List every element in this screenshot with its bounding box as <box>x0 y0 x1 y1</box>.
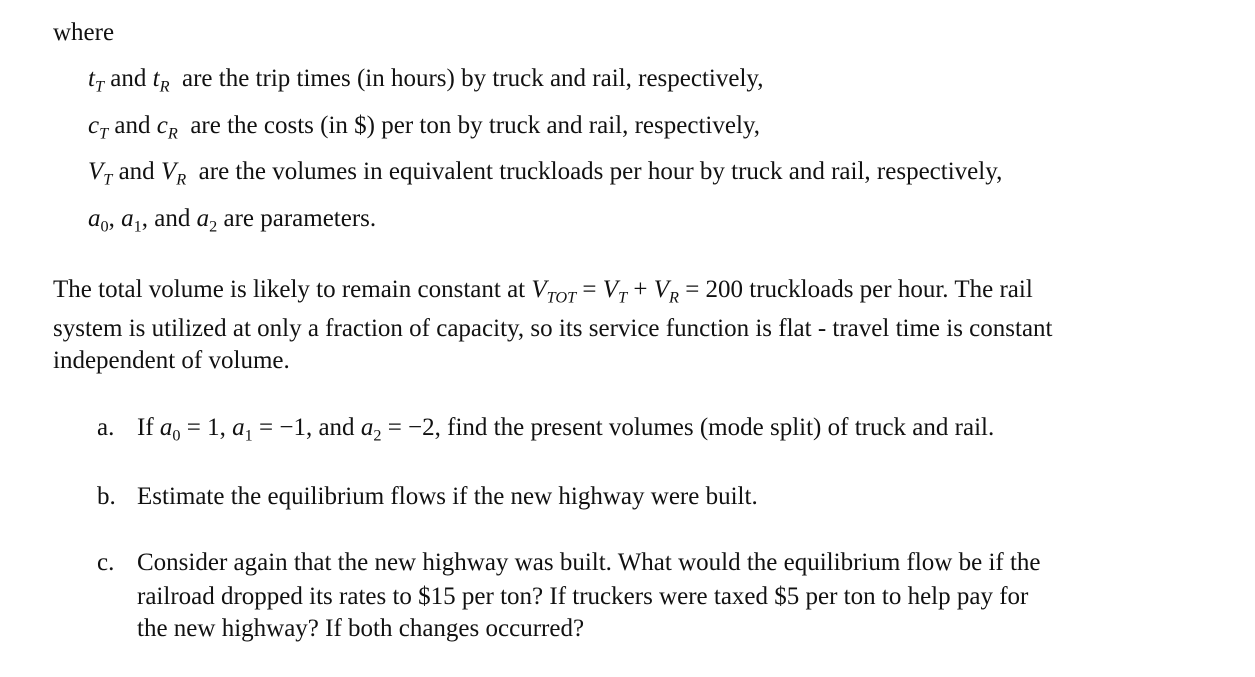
symbol-a1: $a_1$ <box>121 205 142 236</box>
definition-text: are the costs (in $) per ton by truck and rail, respectively, <box>190 112 761 139</box>
symbol-a1: $a_1$ <box>232 414 253 445</box>
definition-trip-times: $t_T$ and $t_R$ are the trip times (in hours) by truck and rail, respectively, <box>88 65 764 96</box>
definition-volumes: $V_T$ and $V_R$ are the volumes in equivalent truckloads per hour by truck and rail, respectively, <box>88 158 1003 189</box>
paragraph-line-3: independent of volume. <box>53 347 290 374</box>
symbol-t-rail: $t_R$ <box>152 65 170 96</box>
question-b <box>97 482 758 512</box>
definition-text: are the trip times (in hours) by truck and rail, respectively, <box>182 65 764 92</box>
paragraph-line-1: The total volume is likely to remain constant at $V_{TOT} = V_T + V_R = 200$ truckloads per hour. The rail <box>53 276 1033 307</box>
question-c-line-2: railroad dropped its rates to $15 per ton? If truckers were taxed $5 per ton to help pay for <box>137 583 1029 610</box>
definition-text: are parameters. <box>223 205 377 232</box>
question-c <box>97 548 1041 578</box>
symbol-c-truck: $c_T$ <box>88 112 109 143</box>
question-marker: a. <box>97 414 115 441</box>
symbol-a0: $a_0$ <box>159 414 181 445</box>
symbol-a0: $a_0$ <box>88 205 109 236</box>
symbol-v-t: $V_T$ <box>602 276 628 307</box>
symbol-a2: $a_2$ <box>360 414 382 445</box>
symbol-v-truck: $V_T$ <box>88 158 113 189</box>
question-c-line-3: the new highway? If both changes occurred? <box>137 615 585 642</box>
paragraph-line-2: system is utilized at only a fraction of capacity, so its service function is flat - travel time is constant <box>53 315 1053 342</box>
symbol-v-rail: $V_R$ <box>160 158 187 189</box>
question-marker: b. <box>97 483 116 510</box>
question-a: a. If $a_0 = 1$, $a_1 = -1$, and $a_2 = -2$, find the present volumes (mode split) of truck and rail. <box>97 414 995 445</box>
symbol-v-r: $V_R$ <box>653 276 679 307</box>
symbol-v-tot: $V_{TOT}$ <box>531 276 577 307</box>
question-marker: c. <box>97 549 115 576</box>
question-text: Estimate the equilibrium flows if the new highway were built. <box>137 483 758 510</box>
definition-parameters: $a_0$, $a_1$, and $a_2$ are parameters. <box>88 205 377 236</box>
symbol-c-rail: $c_R$ <box>156 112 178 143</box>
definition-text: are the volumes in equivalent truckloads per hour by truck and rail, respectively, <box>198 158 1003 185</box>
symbol-a2: $a_2$ <box>196 205 218 236</box>
question-text-line-1: Consider again that the new highway was built. What would the equilibrium flow be if the <box>137 549 1041 576</box>
symbol-t-truck: $t_T$ <box>88 65 104 96</box>
definition-costs: $c_T$ and $c_R$ are the costs (in $) per ton by truck and rail, respectively, <box>88 112 761 143</box>
intro-text: where <box>53 19 115 46</box>
